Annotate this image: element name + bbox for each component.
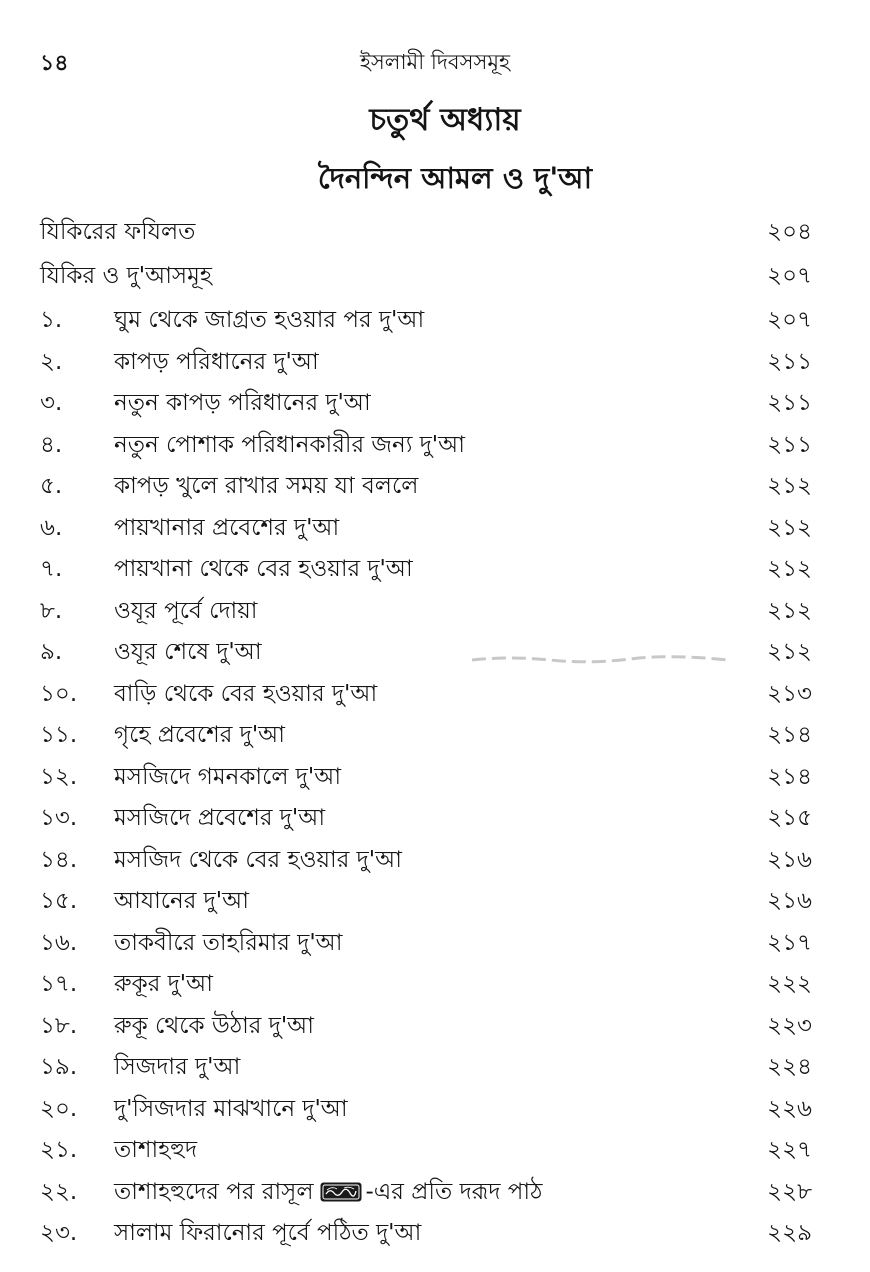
toc-entry-page: ২২৪ [767,1054,812,1081]
toc-entry-title-part: -এর প্রতি দরূদ পাঠ [365,1178,543,1205]
toc-entry-row [40,1089,812,1131]
page-number: ১৪ [40,51,69,76]
toc-entry-row [40,425,812,467]
toc-entry-page: ২১২ [767,556,812,583]
toc-entry-page: ২১৭ [767,929,812,956]
toc-entry-page: ২১২ [767,514,812,541]
toc-entry-title: তাকবীরে তাহরিমার দু'আ [114,929,343,956]
toc-entry-row [40,715,812,757]
toc-entry-number: ১০. [40,680,78,707]
toc-entry-title: ঘুম থেকে জাগ্রত হওয়ার পর দু'আ [114,307,425,334]
toc-entry-page: ২২৮ [767,1178,812,1205]
toc-entry-row [40,1047,812,1089]
toc-section-title: যিকিরের ফযিলত [40,218,196,245]
toc-entry-number: ৪. [40,431,63,458]
toc-entry-row [40,508,812,550]
toc-entry-row [40,964,812,1006]
toc-entry-number: ১. [40,307,63,334]
toc-entry-number: ১২. [40,763,78,790]
toc-entry-number: ১৯. [40,1054,78,1081]
toc-entry-number: ১৭. [40,971,78,998]
toc-entry-page: ২২৭ [767,1137,812,1164]
toc-entry-title: মসজিদে গমনকালে দু'আ [114,763,342,790]
toc-entry-row [40,1130,812,1172]
toc-entry-number: ২২. [40,1178,78,1205]
toc-entry-page: ২১৪ [767,763,812,790]
toc-entry-page: ২২৬ [767,1095,812,1122]
toc-entry-title: কাপড় খুলে রাখার সময় যা বললে [114,473,419,500]
toc-entry-page: ২০৭ [767,307,812,334]
toc-entry-title: রুকূ থেকে উঠার দু'আ [114,1012,314,1039]
toc-entry-number: ২৩. [40,1220,78,1247]
toc-entry-page: ২১২ [767,473,812,500]
toc-entry-page: ২১২ [767,639,812,666]
toc-entry-title: পায়খানা থেকে বের হওয়ার দু'আ [114,556,413,583]
toc-entry-page: ২১১ [767,348,812,375]
toc-entry-page: ২২২ [767,971,812,998]
toc-entry-page: ২২৯ [767,1220,812,1247]
book-title: ইসলামী দিবসসমূহ [360,50,511,74]
toc-entry-title-part: তাশাহহুদের পর রাসূল [114,1178,314,1205]
toc-entry-title: মসজিদে প্রবেশের দু'আ [114,805,326,832]
toc-entry-number: ১৩. [40,805,78,832]
chapter-title: চতুর্থ অধ্যায় [369,102,521,138]
toc-entry-page: ২১৪ [767,722,812,749]
toc-entry-page: ২২৩ [767,1012,812,1039]
toc-entry-page: ২১১ [767,390,812,417]
toc-section-row [40,210,812,254]
toc-entry-title: রুকূর দু'আ [114,971,213,998]
toc-entry-page: ২১৬ [767,846,812,873]
toc-entry-number: ৯. [40,639,63,666]
toc-entry-number: ১৮. [40,1012,78,1039]
toc-entry-number: ১১. [40,722,78,749]
toc-entry-number: ৬. [40,514,63,541]
table-of-contents [40,210,812,1255]
toc-entry-page: ২১৩ [767,680,812,707]
toc-entry-title: সিজদার দু'আ [114,1054,241,1081]
toc-entry-title: সালাম ফিরানোর পূর্বে পঠিত দু'আ [114,1220,422,1247]
toc-entry-row [40,383,812,425]
toc-entry-page: ২১২ [767,597,812,624]
toc-entry-title: তাশাহহুদ [114,1137,198,1164]
toc-entry-title: দু'সিজদার মাঝখানে দু'আ [114,1095,348,1122]
toc-entry-number: ১৪. [40,846,78,873]
toc-entry-number: ৮. [40,597,63,624]
toc-entry-title: মসজিদ থেকে বের হওয়ার দু'আ [114,846,402,873]
toc-entry-row [40,1006,812,1048]
toc-entry-row [40,840,812,882]
toc-entry-number: ১৫. [40,888,78,915]
toc-entry-row [40,674,812,716]
running-header [0,46,870,80]
toc-entry-number: ৭. [40,556,63,583]
toc-entry-number: ৩. [40,390,63,417]
toc-entry-title: বাড়ি থেকে বের হওয়ার দু'আ [114,680,378,707]
bleed-through-smudge [470,652,730,666]
toc-entry-title: নতুন পোশাক পরিধানকারীর জন্য দু'আ [114,431,465,458]
toc-entry-row [40,591,812,633]
toc-entry-page: ২১৫ [767,805,812,832]
toc-entry-number: ৫. [40,473,63,500]
chapter-subtitle: দৈনন্দিন আমল ও দু'আ [317,161,593,195]
toc-entry-title: ওযূর পূর্বে দোয়া [114,597,258,624]
toc-entry-row [40,757,812,799]
toc-entry-title: ওযূর শেষে দু'আ [114,639,262,666]
toc-entry-row [40,1172,812,1214]
toc-section-row [40,254,812,298]
toc-entry-page: ২১১ [767,431,812,458]
toc-entry-title [114,1173,732,1212]
salutation-seal-icon [320,1182,362,1202]
toc-entry-row [40,798,812,840]
toc-entry-row [40,466,812,508]
toc-entry-row [40,549,812,591]
toc-entry-number: ১৬. [40,929,78,956]
toc-entry-row [40,1213,812,1255]
toc-entry-title: গৃহে প্রবেশের দু'আ [114,722,285,749]
toc-entry-title: আযানের দু'আ [114,888,249,915]
toc-section-title: যিকির ও দু'আসমূহ [40,262,212,289]
toc-entry-row [40,300,812,342]
toc-entry-page: ২১৬ [767,888,812,915]
toc-entry-number: ২১. [40,1137,78,1164]
toc-entry-title: পায়খানার প্রবেশের দু'আ [114,514,340,541]
toc-section-page: ২০৭ [767,262,812,289]
toc-entry-row [40,923,812,965]
toc-entry-title: কাপড় পরিধানের দু'আ [114,348,319,375]
toc-entry-title: নতুন কাপড় পরিধানের দু'আ [114,390,371,417]
toc-entry-number: ২. [40,348,63,375]
toc-entry-row [40,342,812,384]
toc-section-page: ২০৪ [767,218,812,245]
toc-entry-number: ২০. [40,1095,78,1122]
toc-entry-row [40,881,812,923]
